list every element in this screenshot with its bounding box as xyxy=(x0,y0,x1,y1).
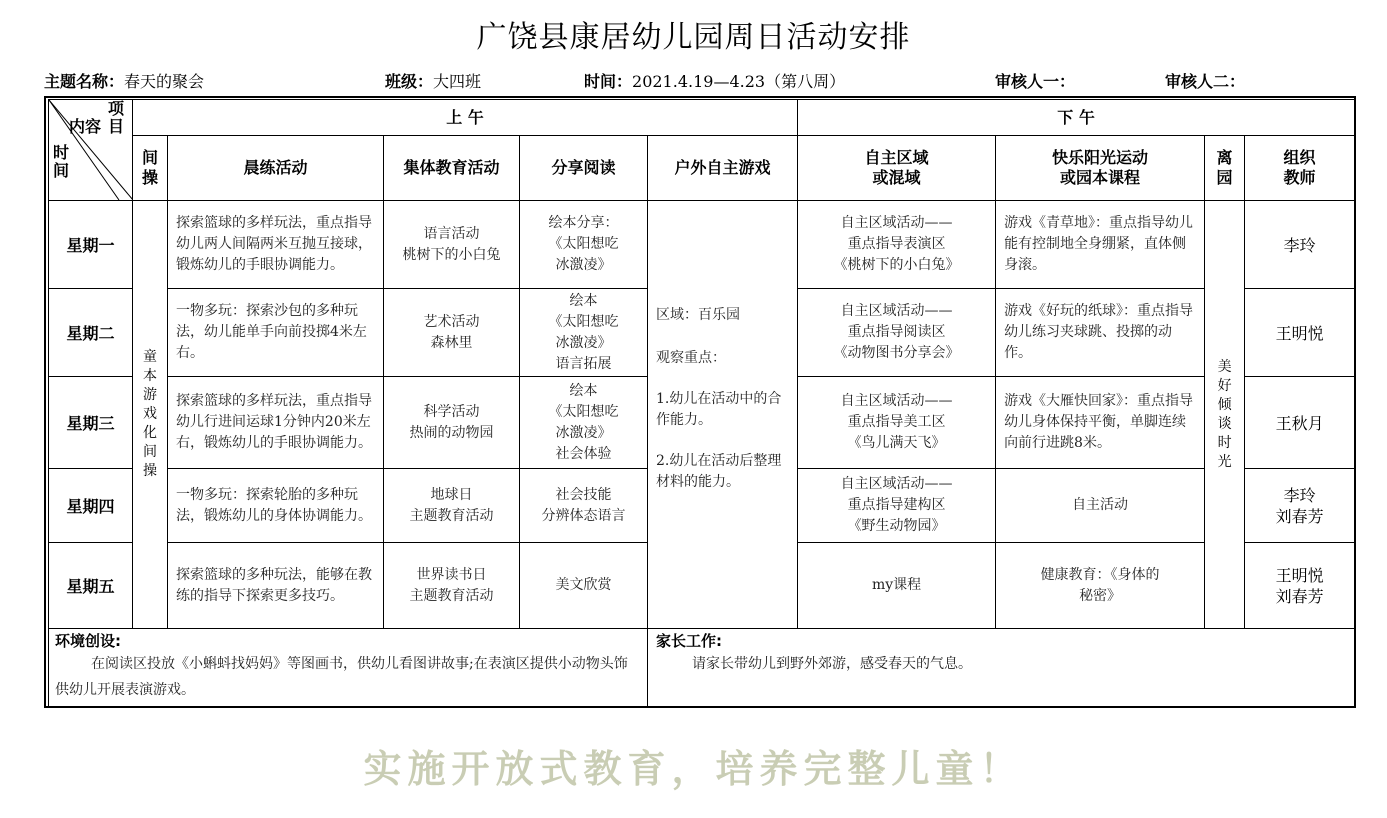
corner-content: 内容 xyxy=(68,117,101,136)
read-l2: 《太阳想吃 xyxy=(548,236,619,252)
edu-cell xyxy=(384,469,520,543)
reviewer-one-label: 审核人一： xyxy=(995,72,1076,91)
reviewer-two-label: 审核人二： xyxy=(1165,72,1246,91)
area-l1: 自主区域活动—— xyxy=(840,215,953,231)
edu-l2: 主题教育活动 xyxy=(409,507,494,524)
col-interval-text: 间操 xyxy=(141,148,158,188)
slogan: 实施开放式教育，培养完整儿童！ xyxy=(363,746,1024,791)
class-info xyxy=(385,69,481,92)
edu-cell xyxy=(384,289,520,377)
sport-cell: 游戏《青草地》：重点指导幼儿能有控制地全身绷紧，直体侧身滚。 xyxy=(996,201,1205,289)
exercise-cell: 一物多玩：探索沙包的多种玩法，幼儿能单手向前投掷4米左右。 xyxy=(168,289,384,377)
col-teacher xyxy=(1245,136,1355,201)
area-l3: 《鸟儿满天飞》 xyxy=(847,435,946,451)
area-l2: 重点指导建构区 xyxy=(847,497,946,513)
sport-cell: 游戏《大雁快回家》：重点指导幼儿身体保持平衡，单脚连续向前行进跳8米。 xyxy=(996,377,1205,469)
read-l4: 语言拓展 xyxy=(555,355,612,372)
teacher-cell xyxy=(1245,289,1355,377)
exercise-cell: 探索篮球的多种玩法，能够在教练的指导下探索更多技巧。 xyxy=(168,543,384,629)
day-label: 星期一 xyxy=(49,201,133,289)
reviewer-two xyxy=(1165,69,1245,92)
interval-cell xyxy=(133,201,168,629)
sport-cell: 自主活动 xyxy=(996,469,1205,543)
reading-cell xyxy=(520,201,648,289)
leave-text: 美好倾谈时光 xyxy=(1217,358,1232,470)
parents-label: 家长工作: xyxy=(656,632,722,650)
teacher-cell xyxy=(1245,543,1355,629)
edu-cell xyxy=(384,377,520,469)
teacher-l1: 李玲 xyxy=(1283,236,1316,255)
interval-text: 童本游戏化间操 xyxy=(143,349,157,479)
col-area xyxy=(798,136,996,201)
area-l3: 《桃树下的小白兔》 xyxy=(833,257,960,273)
time-label: 时间： xyxy=(584,72,633,91)
schedule-table xyxy=(48,99,1355,708)
area-cell xyxy=(798,543,996,629)
read-l1: 绘本 xyxy=(569,382,598,399)
read-l3: 冰激凌》 xyxy=(555,424,612,441)
area-cell xyxy=(798,289,996,377)
area-l2: 重点指导阅读区 xyxy=(847,324,946,340)
theme-value: 春天的聚会 xyxy=(124,72,205,91)
environment-text: 在阅读区投放《小蝌蚪找妈妈》等图画书，供幼儿看图讲故事;在表演区提供小动物头饰供幼儿开展表演游戏。 xyxy=(55,656,628,698)
area-l3: 《动物图书分享会》 xyxy=(833,345,960,361)
teacher-l1: 王明悦 xyxy=(1275,324,1324,343)
teacher-l1: 王秋月 xyxy=(1275,414,1324,433)
edu-cell xyxy=(384,543,520,629)
teacher-cell xyxy=(1245,377,1355,469)
area-cell xyxy=(798,201,996,289)
edu-l1: 艺术活动 xyxy=(423,313,480,330)
parents-cell xyxy=(648,629,1355,708)
reading-cell xyxy=(520,289,648,377)
area-cell xyxy=(798,377,996,469)
col-sport-l2: 或园本课程 xyxy=(1060,168,1141,188)
class-value: 大四班 xyxy=(433,72,482,91)
read-l1: 美文欣赏 xyxy=(555,577,612,593)
outdoor-cell xyxy=(648,201,798,629)
theme-label: 主题名称： xyxy=(44,72,125,91)
read-l1: 绘本 xyxy=(569,292,598,309)
col-group-edu: 集体教育活动 xyxy=(384,136,520,201)
reading-cell xyxy=(520,543,648,629)
exercise-cell: 一物多玩：探索轮胎的多种玩法，锻炼幼儿的身体协调能力。 xyxy=(168,469,384,543)
col-interval xyxy=(133,136,168,201)
outdoor-area: 区域：百乐园 xyxy=(656,307,740,323)
edu-l2: 森林里 xyxy=(430,334,473,351)
reviewer-one xyxy=(995,69,1075,92)
theme-info xyxy=(44,69,204,92)
read-l4: 社会体验 xyxy=(555,445,612,462)
area-l1: 自主区域活动—— xyxy=(840,303,953,319)
teacher-l1: 王明悦 xyxy=(1275,565,1324,585)
environment-cell xyxy=(49,629,648,708)
col-area-l1: 自主区域 xyxy=(864,148,929,168)
read-l2: 《太阳想吃 xyxy=(548,403,619,420)
page-title: 广饶县康居幼儿园周日活动安排 xyxy=(476,20,911,55)
exercise-cell: 探索篮球的多样玩法，重点指导幼儿行进间运球1分钟内20米左右，锻炼幼儿的手眼协调能力。 xyxy=(168,377,384,469)
time-value: 2021.4.19—4.23（第八周） xyxy=(632,72,846,91)
outdoor-focus: 观察重点： xyxy=(656,350,726,366)
table-row xyxy=(49,201,1355,289)
area-l1: 自主区域活动—— xyxy=(840,476,953,492)
edu-l1: 科学活动 xyxy=(423,403,480,420)
area-l2: 重点指导美工区 xyxy=(847,414,946,430)
leave-cell xyxy=(1205,201,1245,629)
corner-header xyxy=(49,100,133,201)
day-label: 星期二 xyxy=(49,289,133,377)
col-leave-text: 离园 xyxy=(1216,148,1233,188)
read-l3: 冰激凌》 xyxy=(555,334,612,351)
class-label: 班级： xyxy=(385,72,434,91)
afternoon-header: 下 午 xyxy=(798,100,1355,136)
teacher-l2: 刘春芳 xyxy=(1275,506,1324,526)
read-l3: 冰激凌》 xyxy=(555,257,612,273)
teacher-l2: 刘春芳 xyxy=(1275,586,1324,606)
area-l1: my课程 xyxy=(871,577,922,593)
col-reading: 分享阅读 xyxy=(520,136,648,201)
edu-l1: 语言活动 xyxy=(423,225,480,242)
morning-header: 上 午 xyxy=(133,100,798,136)
col-outdoor: 户外自主游戏 xyxy=(648,136,798,201)
teacher-cell xyxy=(1245,201,1355,289)
reading-cell xyxy=(520,377,648,469)
col-morning-exercise: 晨练活动 xyxy=(168,136,384,201)
area-l2: 重点指导表演区 xyxy=(847,236,946,252)
corner-time: 时间 xyxy=(52,143,69,180)
exercise-cell: 探索篮球的多样玩法，重点指导幼儿两人间隔两米互抛互接球，锻炼幼儿的手眼协调能力。 xyxy=(168,201,384,289)
edu-l1: 地球日 xyxy=(430,486,473,503)
time-info xyxy=(584,69,845,92)
outdoor-point-2: 2.幼儿在活动后整理材料的能力。 xyxy=(656,453,782,490)
edu-l2: 主题教育活动 xyxy=(409,587,494,604)
teacher-cell xyxy=(1245,469,1355,543)
edu-l2: 热闹的动物园 xyxy=(409,424,494,441)
teacher-l1: 李玲 xyxy=(1283,485,1316,505)
col-sport-l1: 快乐阳光运动 xyxy=(1052,148,1149,168)
reading-cell xyxy=(520,469,648,543)
edu-l1: 世界读书日 xyxy=(416,566,487,583)
outdoor-point-1: 1.幼儿在活动中的合作能力。 xyxy=(656,391,782,428)
sport-text: 健康教育：《身体的秘密》 xyxy=(1040,566,1160,604)
parents-text: 请家长带幼儿到野外郊游，感受春天的气息。 xyxy=(692,656,972,672)
col-sport xyxy=(996,136,1205,201)
read-l1: 绘本分享： xyxy=(548,215,619,231)
col-area-l2: 或混域 xyxy=(872,168,921,188)
col-teacher-text: 组织教师 xyxy=(1283,148,1316,188)
environment-label: 环境创设: xyxy=(55,632,121,650)
area-l1: 自主区域活动—— xyxy=(840,393,953,409)
day-label: 星期四 xyxy=(49,469,133,543)
area-cell xyxy=(798,469,996,543)
read-l1: 社会技能 xyxy=(555,486,612,503)
read-l2: 分辨体态语言 xyxy=(541,507,626,524)
area-l3: 《野生动物园》 xyxy=(847,518,946,534)
sport-cell xyxy=(996,543,1205,629)
day-label: 星期三 xyxy=(49,377,133,469)
edu-l2: 桃树下的小白兔 xyxy=(402,246,501,263)
read-l2: 《太阳想吃 xyxy=(548,313,619,330)
day-label: 星期五 xyxy=(49,543,133,629)
col-leave xyxy=(1205,136,1245,201)
corner-item: 项目 xyxy=(107,99,124,136)
edu-cell xyxy=(384,201,520,289)
sport-cell: 游戏《好玩的纸球》：重点指导幼儿练习夹球跳、投掷的动作。 xyxy=(996,289,1205,377)
